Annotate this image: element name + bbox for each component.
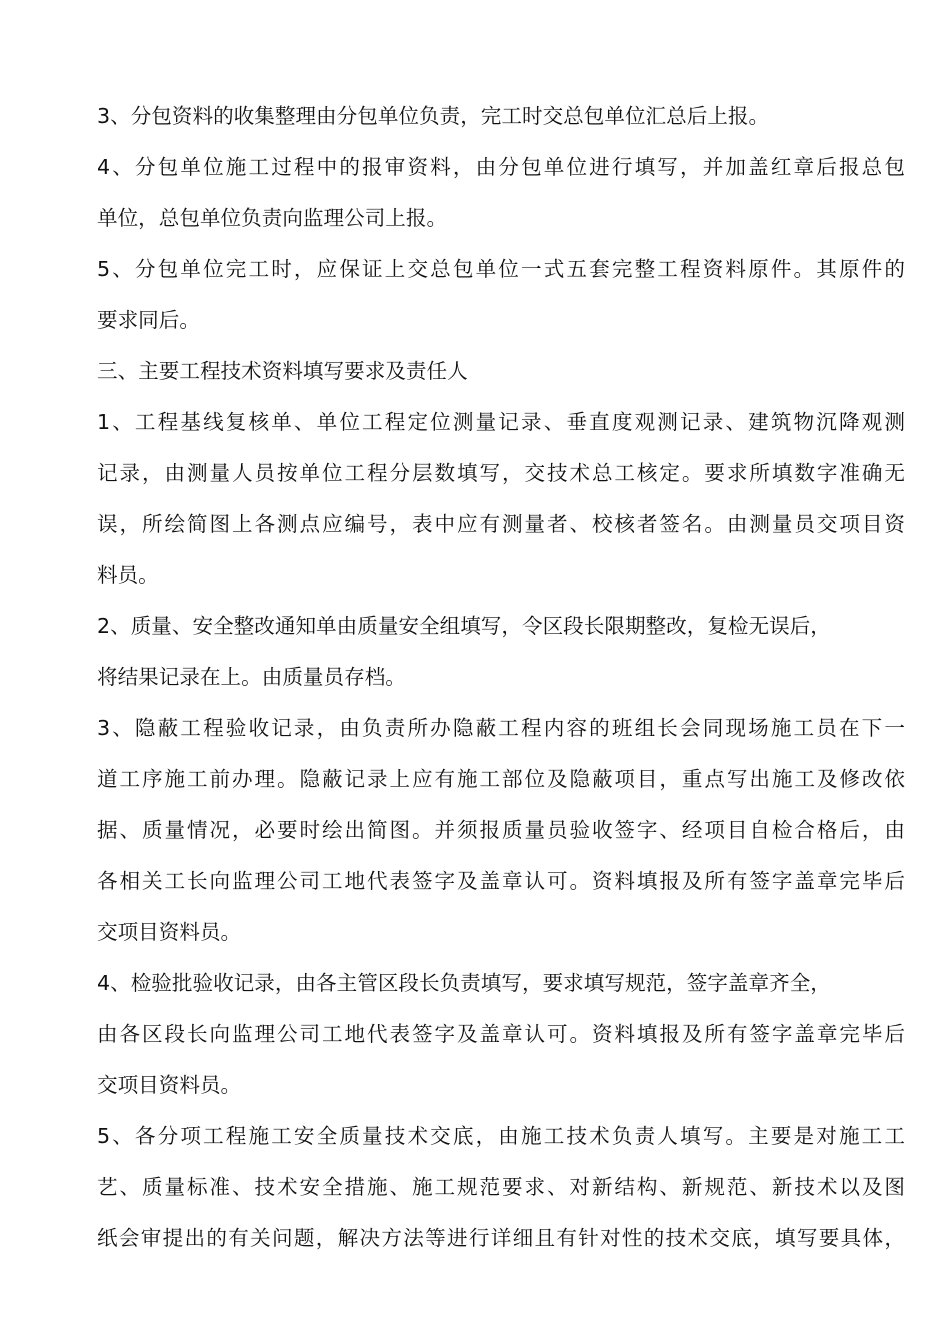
text-line: 4、分包单位施工过程中的报审资料，由分包单位进行填写，并加盖红章后报总包 xyxy=(97,155,905,179)
text-line: 3、分包资料的收集整理由分包单位负责，完工时交总包单位汇总后上报。 xyxy=(97,104,770,128)
text-line: 5、分包单位完工时，应保证上交总包单位一式五套完整工程资料原件。其原件的 xyxy=(97,257,905,281)
text-line: 5、各分项工程施工安全质量技术交底，由施工技术负责人填写。主要是对施工工 xyxy=(97,1124,905,1148)
text-line: 2、质量、安全整改通知单由质量安全组填写，令区段长限期整改，复检无误后， xyxy=(97,614,831,638)
text-line: 交项目资料员。 xyxy=(97,920,242,944)
text-line: 3、隐蔽工程验收记录，由负责所办隐蔽工程内容的班组长会同现场施工员在下一 xyxy=(97,716,905,740)
text-line: 要求同后。 xyxy=(97,308,200,332)
text-line: 纸会审提出的有关问题，解决方法等进行详细且有针对性的技术交底，填写要具体， xyxy=(97,1226,905,1250)
text-line: 由各区段长向监理公司工地代表签字及盖章认可。资料填报及所有签字盖章完毕后 xyxy=(97,1022,905,1046)
text-line: 将结果记录在上。由质量员存档。 xyxy=(97,665,406,689)
text-line: 1、工程基线复核单、单位工程定位测量记录、垂直度观测记录、建筑物沉降观测 xyxy=(97,410,905,434)
text-line: 单位，总包单位负责向监理公司上报。 xyxy=(97,206,448,230)
document-body xyxy=(97,96,905,1269)
section-heading: 三、主要工程技术资料填写要求及责任人 xyxy=(97,359,468,383)
text-line: 艺、质量标准、技术安全措施、施工规范要求、对新结构、新规范、新技术以及图 xyxy=(97,1175,905,1199)
text-line: 据、质量情况，必要时绘出简图。并须报质量员验收签字、经项目自检合格后，由 xyxy=(97,818,905,842)
text-line: 交项目资料员。 xyxy=(97,1073,242,1097)
text-line: 各相关工长向监理公司工地代表签字及盖章认可。资料填报及所有签字盖章完毕后 xyxy=(97,869,905,893)
text-line: 道工序施工前办理。隐蔽记录上应有施工部位及隐蔽项目，重点写出施工及修改依 xyxy=(97,767,905,791)
text-line: 4、检验批验收记录，由各主管区段长负责填写，要求填写规范，签字盖章齐全， xyxy=(97,971,831,995)
text-line: 记录，由测量人员按单位工程分层数填写，交技术总工核定。要求所填数字准确无 xyxy=(97,461,905,485)
text-line: 误，所绘简图上各测点应编号，表中应有测量者、校核者签名。由测量员交项目资 xyxy=(97,512,905,536)
text-line: 料员。 xyxy=(97,563,159,587)
